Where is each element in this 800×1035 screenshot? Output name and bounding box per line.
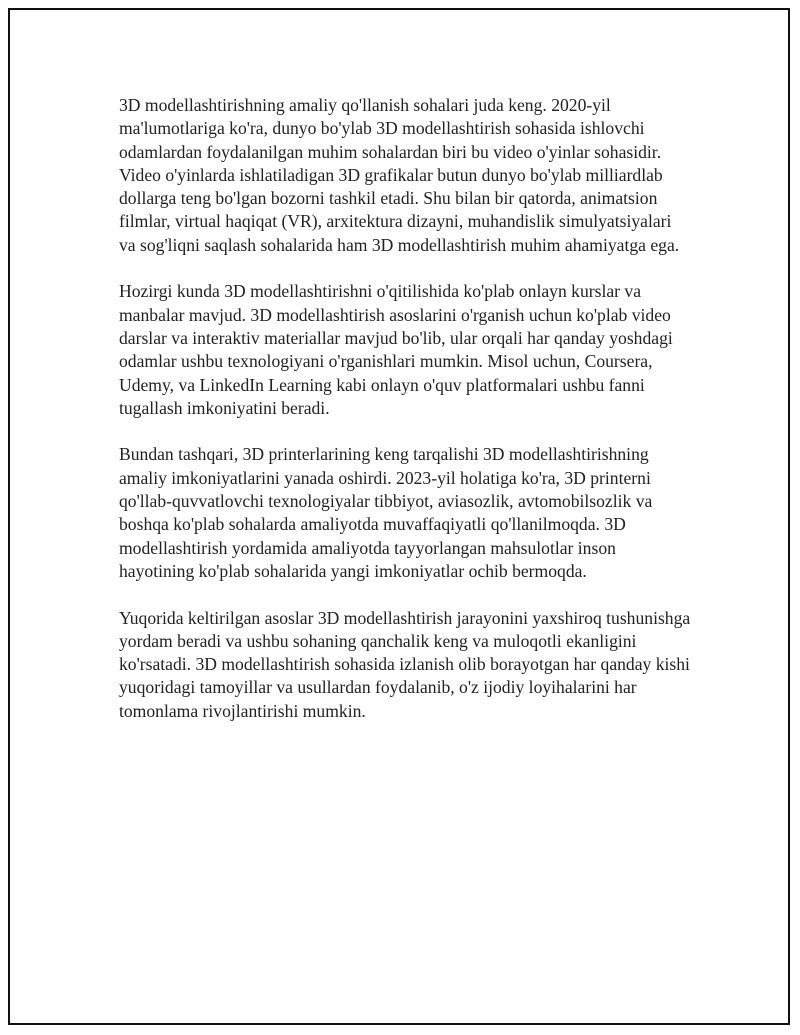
paragraph-1: 3D modellashtirishning amaliy qo'llanish sohalari juda keng. 2020-yil ma'lumotlariga ko'ra, dunyo bo'ylab 3D modellashtirish sohasida ishlovchi odamlardan foydalanilgan muhim sohalardan biri bu video o'yinlar sohasidir. Video o'yinlarda ishlatiladigan 3D grafikalar butun dunyo bo'ylab milliardlab dollarga teng bo'lgan bozorni tashkil etadi. Shu bilan bir qatorda, animatsion filmlar, virtual haqiqat (VR), arxitektura dizayni, muhandislik simulyatsiyalari va sog'liqni saqlash sohalarida ham 3D modellashtirish muhim ahamiyatga ega. <box>119 95 680 255</box>
paragraph-2: Hozirgi kunda 3D modellashtirishni o'qitilishida ko'plab onlayn kurslar va manbalar mavjud. 3D modellashtirish asoslarini o'rganish uchun ko'plab video darslar va interaktiv materiallar mavjud bo'lib, ular orqali har qanday yoshdagi odamlar ushbu texnologiyani o'rganishlari mumkin. Misol uchun, Coursera, Udemy, va LinkedIn Learning kabi onlayn o'quv platformalari ushbu fanni tugallash imkoniyatini beradi. <box>119 281 673 418</box>
document-page <box>8 8 790 1025</box>
paragraph-4: Yuqorida keltirilgan asoslar 3D modellashtirish jarayonini yaxshiroq tushunishga yordam beradi va ushbu sohaning qanchalik keng va muloqotli ekanligini ko'rsatadi. 3D modellashtirish sohasida izlanish olib borayotgan har qanday kishi yuqoridagi tamoyillar va usullardan foydalanib, o'z ijodiy loyihalarini har tomonlama rivojlantirishi mumkin. <box>119 607 691 721</box>
document-body <box>119 94 691 746</box>
paragraph-3: Bundan tashqari, 3D printerlarining keng tarqalishi 3D modellashtirishning amaliy imkoniyatlarini yanada oshirdi. 2023-yil holatiga ko'ra, 3D printerni qo'llab-quvvatlovchi texnologiyalar tibbiyot, aviasozlik, avtomobilsozlik va boshqa ko'plab sohalarda amaliyotda muvaffaqiyatli qo'llanilmoqda. 3D modellashtirish yordamida amaliyotda tayyorlangan mahsulotlar inson hayotining ko'plab sohalarida yangi imkoniyatlar ochib bermoqda. <box>119 444 653 581</box>
